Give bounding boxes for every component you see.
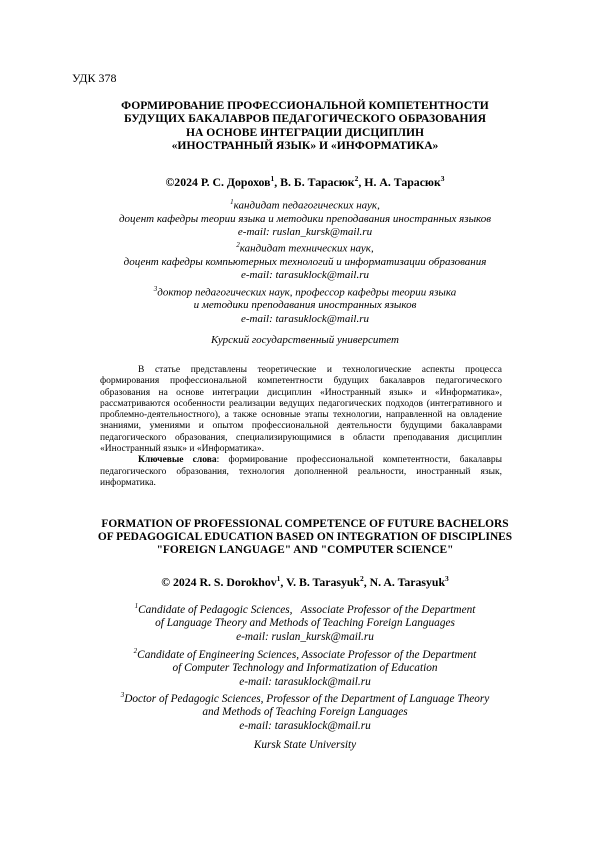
affiliation-text: доктор педагогических наук, профессор кафедры теории языка <box>157 286 457 299</box>
affiliation-line: и методики преподавания иностранных языков <box>193 299 417 312</box>
title-line: «ИНОСТРАННЫЙ ЯЗЫК» И «ИНФОРМАТИКА» <box>171 139 439 153</box>
author-3: Н. А. Тарасюк <box>364 174 441 189</box>
email-line: e-mail: tarasuklock@mail.ru <box>239 675 371 688</box>
title-line: FORMATION OF PROFESSIONAL COMPETENCE OF FUTURE BACHELORS <box>101 518 509 530</box>
email-line: e-mail: ruslan_kursk@mail.ru <box>236 630 374 643</box>
affiliation-line: доцент кафедры теории языка и методики преподавания иностранных языков <box>118 212 492 225</box>
author-2: В. Б. Тарасюк <box>280 174 355 189</box>
affiliation-line: доцент кафедры компьютерных технологий и информатизации образования <box>123 256 487 269</box>
university-ru: Курский государственный университет <box>211 334 399 346</box>
affiliation-ref: 2 <box>236 241 240 250</box>
author-2: V. B. Tarasyuk <box>286 574 360 589</box>
author-3-ref: 3 <box>440 174 445 183</box>
affiliation-ref: 1 <box>134 602 139 610</box>
author-1: Р. С. Дорохов <box>200 174 271 189</box>
author-2-ref: 2 <box>359 574 364 583</box>
keywords-text: : формирование профессиональной компетентности, бакалавры педагогического образования, технология дополненной реальности, иностранный язык, информатика. <box>100 455 502 488</box>
affiliation-ref: 2 <box>133 646 138 655</box>
affiliation-text: Candidate of Pedagogic Sciences, Associate Professor of the Department <box>138 603 476 616</box>
affiliation-line: and Methods of Teaching Foreign Languages <box>202 706 408 719</box>
email-line: e-mail: ruslan_kursk@mail.ru <box>237 226 373 239</box>
affiliation-line <box>72 283 538 300</box>
affiliation-ref: 3 <box>153 284 158 293</box>
affiliation-line <box>72 600 538 617</box>
affiliation-line <box>72 645 538 662</box>
udc-code: УДК 378 <box>72 71 117 85</box>
affiliation-text: Candidate of Engineering Sciences, Associate Professor of the Department <box>137 648 477 661</box>
copyright: © 2024 <box>161 574 200 589</box>
email-line: e-mail: tarasuklock@mail.ru <box>240 312 370 325</box>
affiliation-text: Doctor of Pedagogic Sciences, Professor of the Department of Language Theory <box>124 692 490 705</box>
affiliation-ref: 1 <box>230 198 234 206</box>
affiliations-ru <box>72 196 538 326</box>
author-separator: , <box>358 174 365 189</box>
affiliation-line <box>72 196 538 213</box>
keywords <box>100 455 502 489</box>
affiliations-en <box>72 600 538 734</box>
title-line: БУДУЩИХ БАКАЛАВРОВ ПЕДАГОГИЧЕСКОГО ОБРАЗОВАНИЯ <box>124 112 486 126</box>
author-separator: , <box>363 574 370 589</box>
affiliation-line: of Language Theory and Methods of Teaching Foreign Languages <box>155 617 455 630</box>
authors-en <box>72 574 538 590</box>
author-2-ref: 2 <box>354 174 359 183</box>
title-line: НА ОСНОВЕ ИНТЕГРАЦИИ ДИСЦИПЛИН <box>185 125 425 139</box>
affiliation-ref: 3 <box>120 691 125 700</box>
author-1-ref: 1 <box>270 174 275 183</box>
author-1: R. S. Dorokhov <box>199 574 277 589</box>
affiliation-text: кандидат педагогических наук, <box>233 199 380 212</box>
article-title-en <box>72 518 538 558</box>
author-separator: , <box>280 574 287 589</box>
affiliation-line <box>72 689 538 706</box>
affiliation-line <box>72 239 538 256</box>
title-line: "FOREIGN LANGUAGE" AND "COMPUTER SCIENCE" <box>156 544 454 557</box>
abstract-ru <box>100 365 502 489</box>
author-3: N. A. Tarasyuk <box>369 574 446 589</box>
email-line: e-mail: tarasuklock@mail.ru <box>240 269 370 282</box>
affiliation-text: кандидат технических наук, <box>239 242 374 255</box>
title-line: OF PEDAGOGICAL EDUCATION BASED ON INTEGRATION OF DISCIPLINES <box>97 531 513 544</box>
keywords-label: Ключевые слова <box>138 455 217 466</box>
abstract-text: В статье представлены теоретические и технологические аспекты процесса формирования профессиональной компетентности будущих бакалавров педагогического образования на основе интеграции дисциплин «Иностранный язык» и «Информатика», рассматриваются особенности реализации ведущих педагогических подходов (интегративного и проблемно-деятельностного), а также основные этапы технологии, направленной на овладение знаниями, умениями и опытом профессиональной деятельности будущими бакалаврами педагогического образования, специализирующимися в области преподавания дисциплин «Иностранный язык» и «Информатика». <box>100 365 502 455</box>
affiliation-line: of Computer Technology and Informatization of Education <box>172 661 438 674</box>
authors-ru <box>72 174 538 190</box>
university-en: Kursk State University <box>253 739 357 751</box>
author-separator: , <box>274 174 281 189</box>
author-1-ref: 1 <box>276 574 281 583</box>
author-3-ref: 3 <box>445 574 449 583</box>
copyright: ©2024 <box>165 174 201 189</box>
article-title-ru <box>72 99 538 153</box>
title-line: ФОРМИРОВАНИЕ ПРОФЕССИОНАЛЬНОЙ КОМПЕТЕНТНОСТИ <box>121 99 489 112</box>
email-line: e-mail: tarasuklock@mail.ru <box>239 720 371 733</box>
